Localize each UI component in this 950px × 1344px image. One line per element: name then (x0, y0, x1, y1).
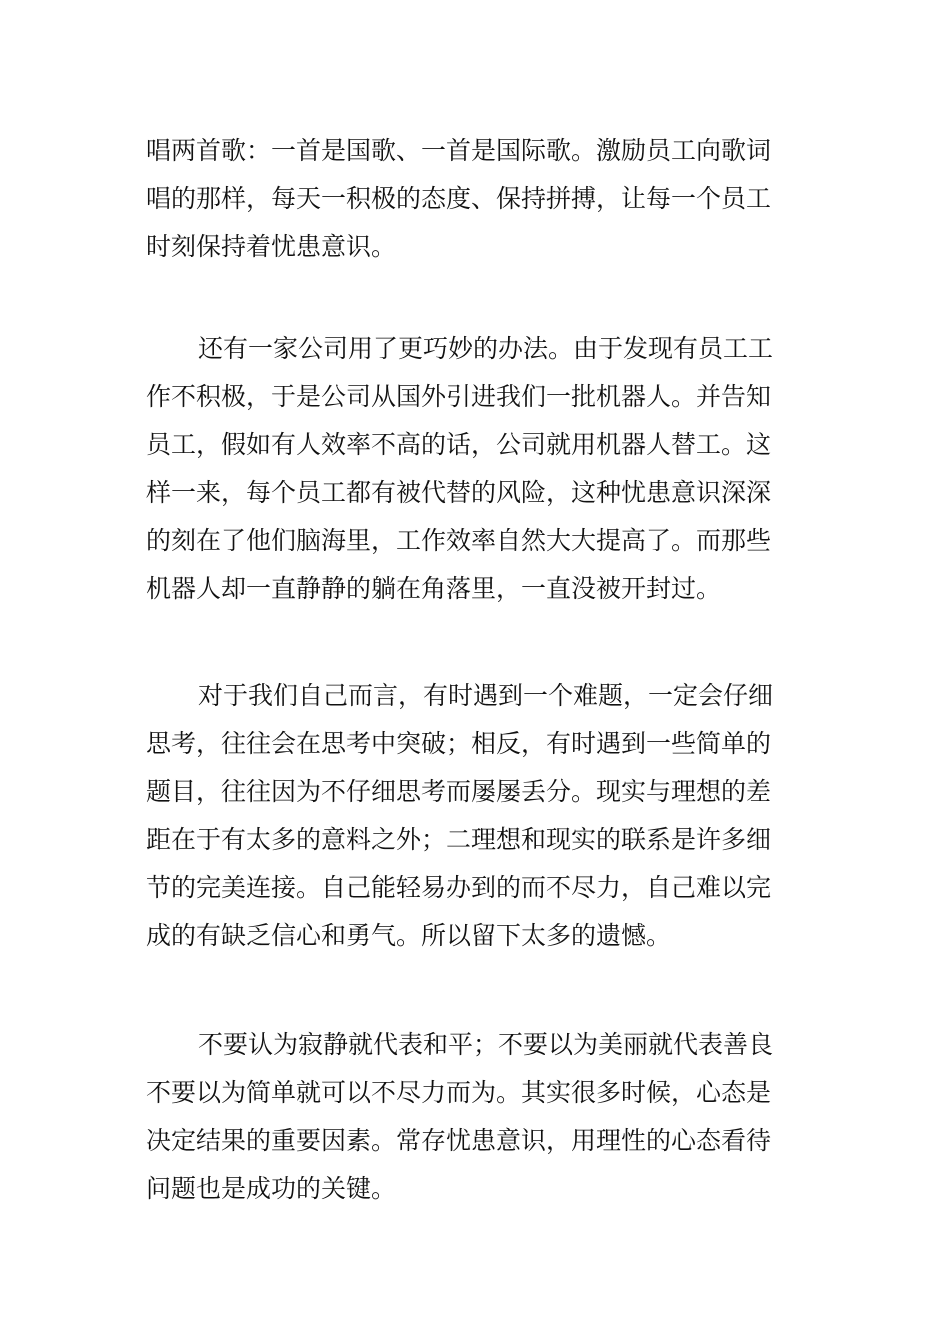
paragraph-2 (146, 325, 811, 613)
text-line: 成的有缺乏信心和勇气。所以留下太多的遗憾。 (146, 921, 672, 950)
text-line: 思考，往往会在思考中突破；相反，有时遇到一些简单的 (146, 729, 772, 758)
text-line: 员工，假如有人效率不高的话，公司就用机器人替工。这 (146, 430, 772, 459)
paragraph-1 (146, 127, 811, 271)
text-line: 时刻保持着忧患意识。 (146, 232, 397, 261)
text-line: 节的完美连接。自己能轻易办到的而不尽力，自己难以完 (146, 873, 772, 902)
text-line: 题目，往往因为不仔细思考而屡屡丢分。现实与理想的差 (146, 777, 772, 806)
text-line: 不要以为简单就可以不尽力而为。其实很多时候，心态是 (146, 1078, 772, 1107)
text-line: 不要认为寂静就代表和平；不要以为美丽就代表善良 (198, 1030, 774, 1059)
paragraph-4 (146, 1021, 811, 1213)
text-line: 的刻在了他们脑海里，工作效率自然大大提高了。而那些 (146, 526, 772, 555)
text-line: 机器人却一直静静的躺在角落里，一直没被开封过。 (146, 574, 722, 603)
text-line: 问题也是成功的关键。 (146, 1174, 397, 1203)
text-line: 唱两首歌：一首是国歌、一首是国际歌。激励员工向歌词 (146, 136, 772, 165)
paragraph-3 (146, 672, 811, 960)
text-line: 决定结果的重要因素。常存忧患意识，用理性的心态看待 (146, 1126, 772, 1155)
text-line: 对于我们自己而言，有时遇到一个难题，一定会仔细 (198, 681, 774, 710)
text-line: 作不积极，于是公司从国外引进我们一批机器人。并告知 (146, 382, 772, 411)
text-line: 唱的那样，每天一积极的态度、保持拼搏，让每一个员工 (146, 184, 772, 213)
text-line: 样一来，每个员工都有被代替的风险，这种忧患意识深深 (146, 478, 772, 507)
text-line: 距在于有太多的意料之外；二理想和现实的联系是许多细 (146, 825, 772, 854)
text-line: 还有一家公司用了更巧妙的办法。由于发现有员工工 (198, 334, 774, 363)
